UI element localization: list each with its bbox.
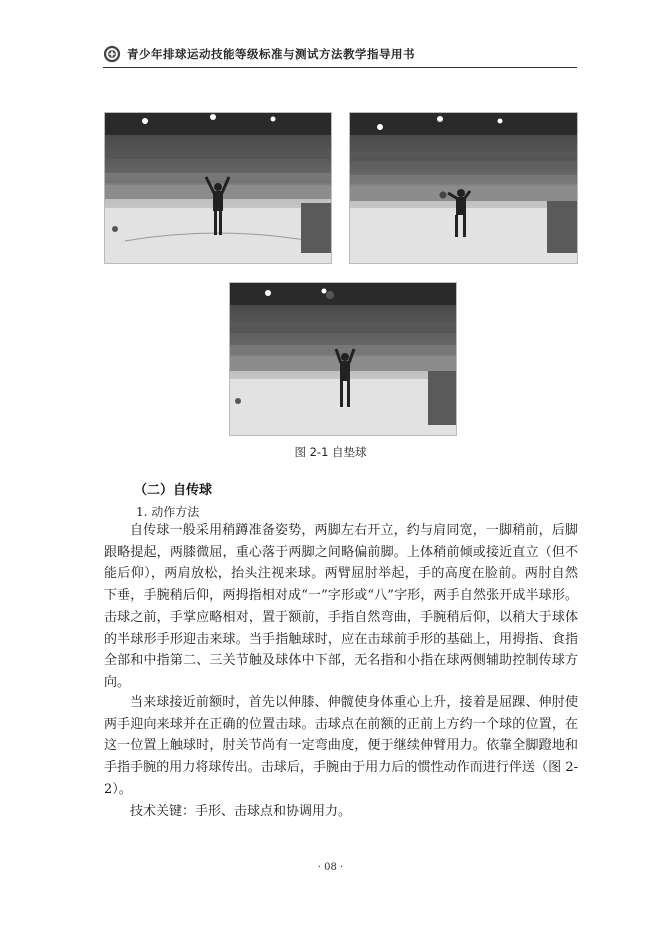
body-paragraph-1: 自传球一般采用稍蹲准备姿势，两脚左右开立，约与肩同宽，一脚稍前，后脚跟略提起，两膝微屈，重心落于两脚之间略偏前脚。上体稍前倾或接近直立（但不能后仰），两肩放松，抬头注视来球。两臂屈肘举起，手的高度在脸前。两肘自然下垂，手腕稍后仰，两拇指相对成“一”字形或“八”字形，两手自然张开成半球形。击球之前，手掌应略相对，置于额前，手指自然弯曲，手腕稍后仰，以稍大于球体的半球形手形迎击来球。当手指触球时，应在击球前手形的基础上，用拇指、食指全部和中指第二、三关节触及球体中下部，无名指和小指在球两侧辅助控制传球方向。 <box>104 523 578 690</box>
volleyball-player-photo-icon <box>350 113 577 263</box>
page-number: · 08 · <box>317 862 344 873</box>
book-logo-icon <box>103 45 121 63</box>
sub-heading: 1. 动作方法 <box>136 505 200 519</box>
figure-caption: 图 2-1 自垫球 <box>294 445 367 459</box>
volleyball-player-photo-icon <box>105 113 331 263</box>
running-header <box>103 41 577 68</box>
volleyball-player-photo-icon <box>230 283 456 435</box>
section-heading: （二）自传球 <box>134 483 213 498</box>
body-paragraph-3: 技术关键：手形、击球点和协调用力。 <box>130 804 352 819</box>
figure-photo-1 <box>104 112 332 264</box>
body-paragraph-2: 当来球接近前额时，首先以伸膝、伸髋使身体重心上升，接着是屈踝、伸肘使两手迎向来球并在正确的位置击球。击球点在前额的正前上方约一个球的位置，在这一位置上触球时，肘关节尚有一定弯曲度，便于继续伸臂用力。依靠全脚蹬地和手指手腕的用力将球传出。击球后，手腕由于用力后的惯性动作而进行伴送（图 2-2）。 <box>104 695 578 797</box>
figure-photo-3 <box>229 282 457 436</box>
figure-photo-2 <box>349 112 578 264</box>
header-title: 青少年排球运动技能等级标准与测试方法教学指导用书 <box>127 47 415 61</box>
